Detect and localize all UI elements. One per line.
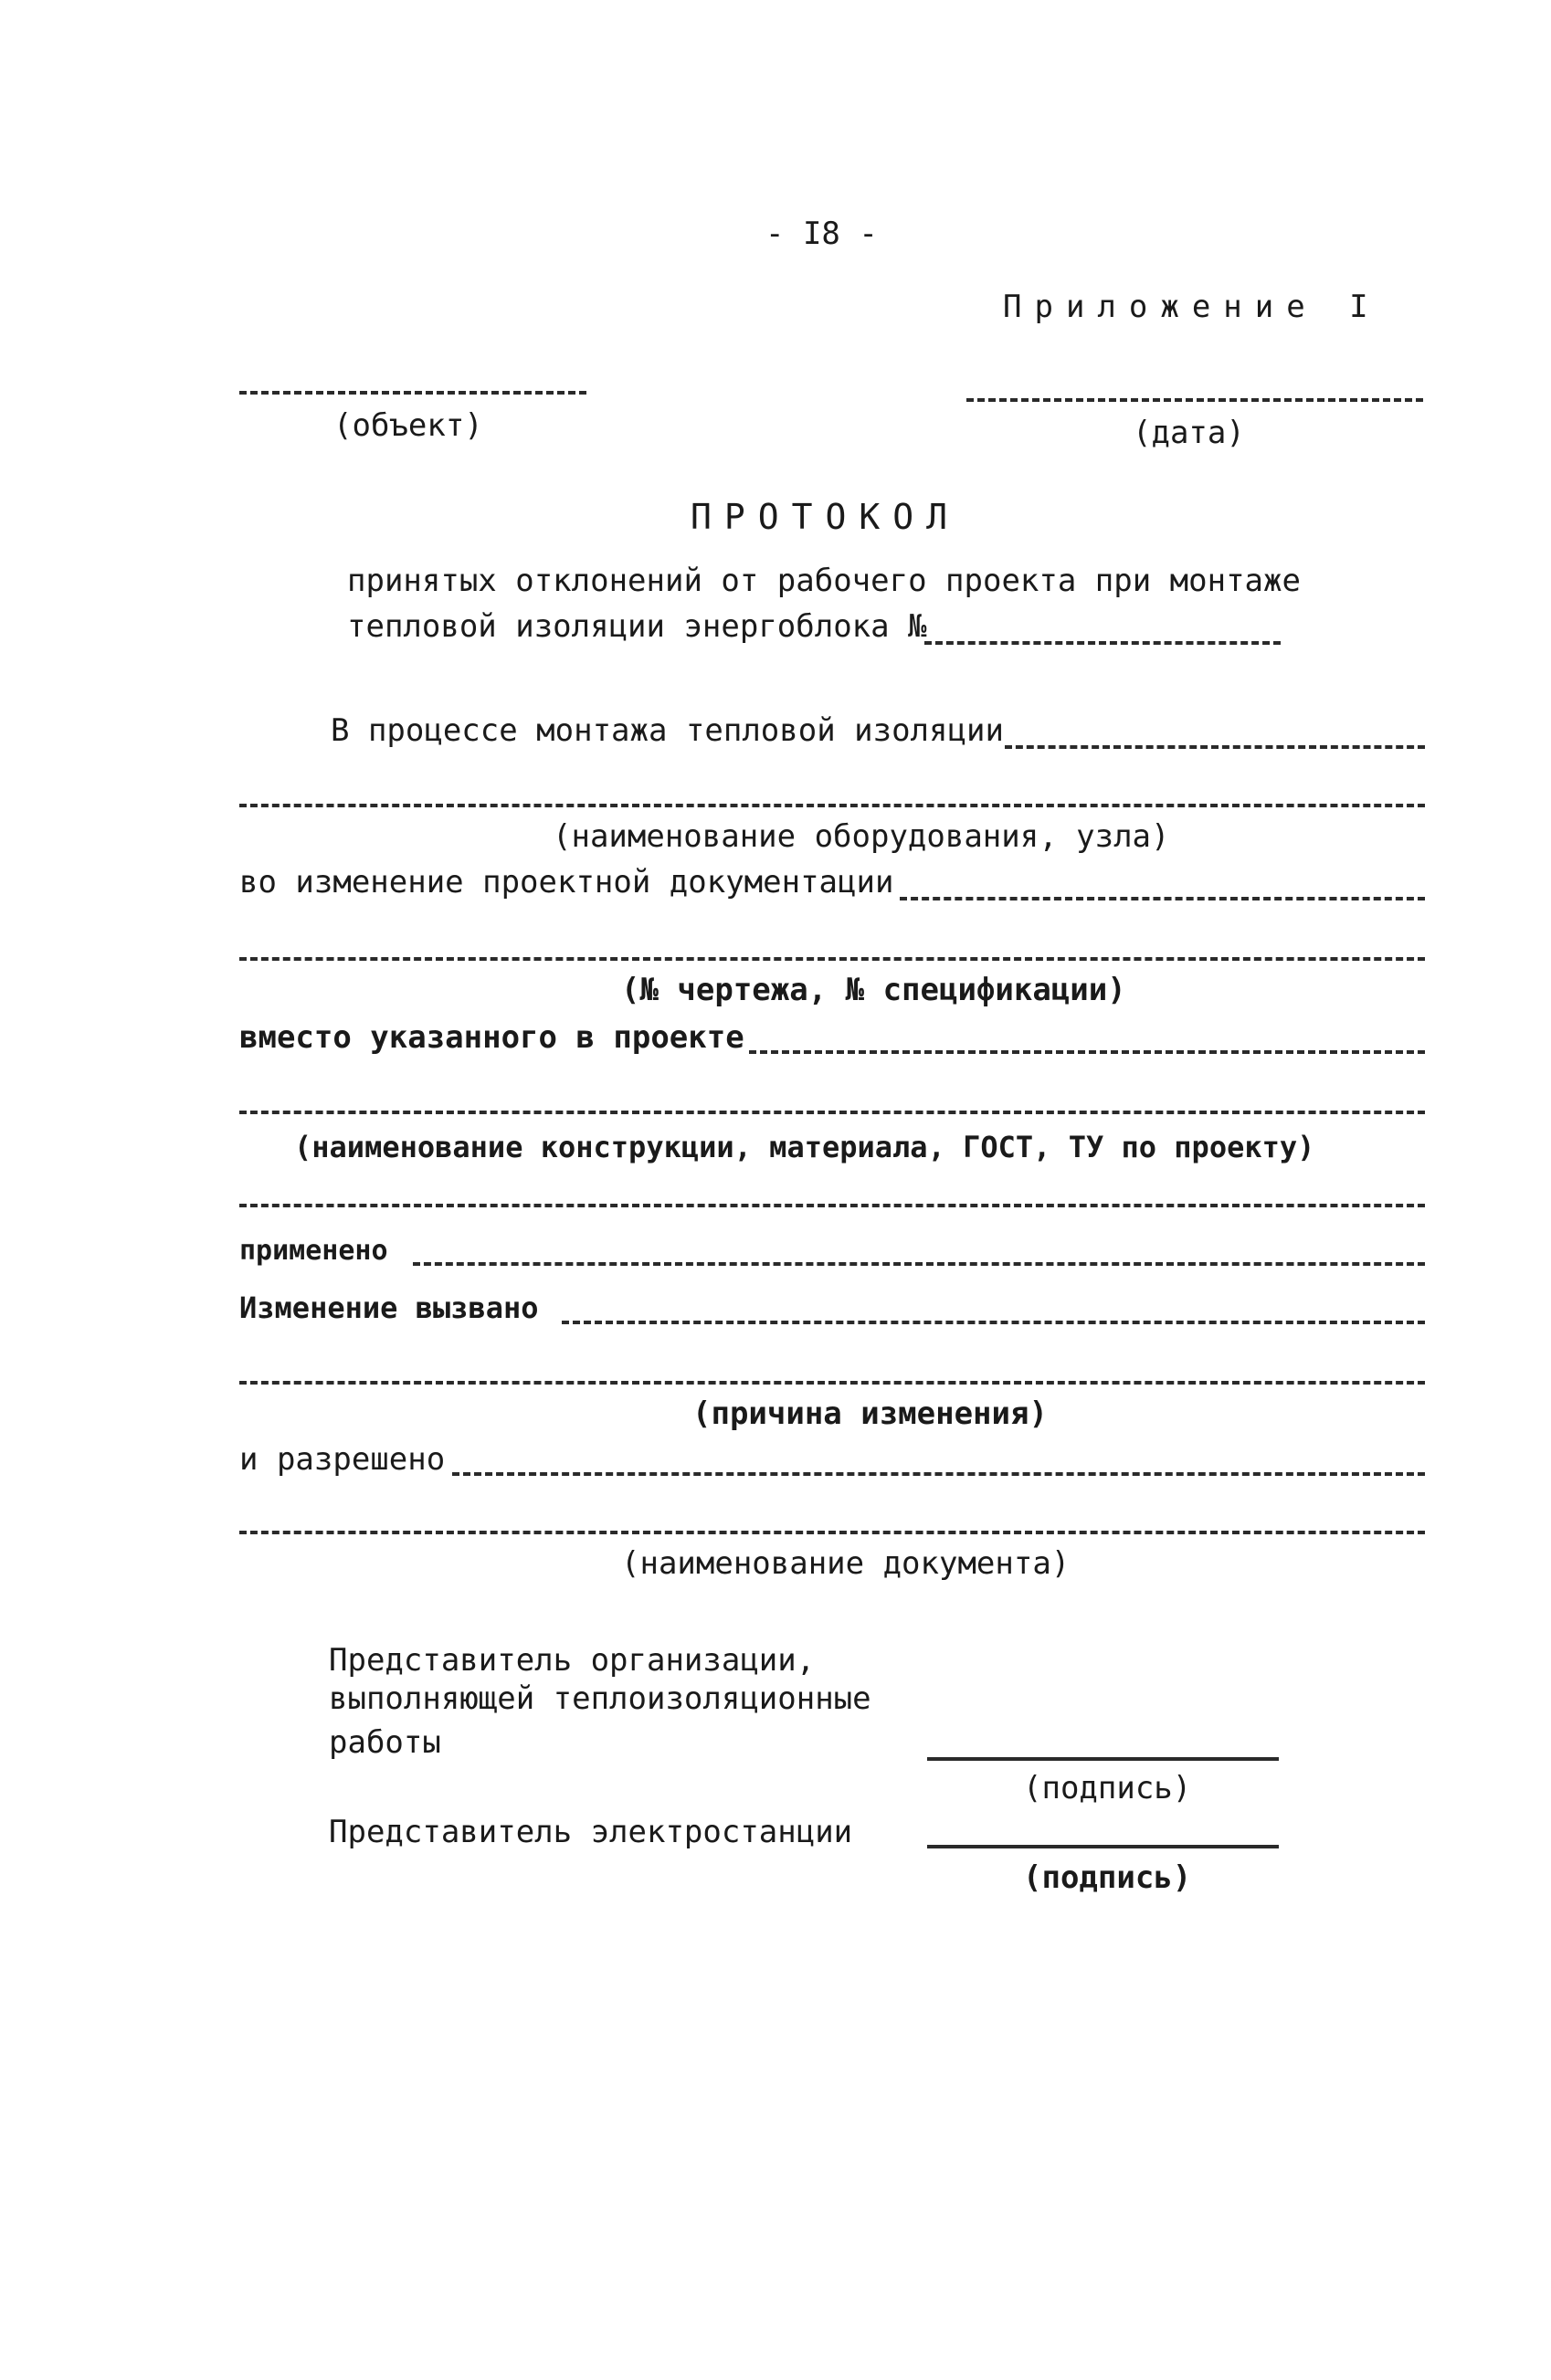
signature-caption-1: (подпись)	[1023, 1770, 1192, 1806]
applied-label: применено	[239, 1235, 388, 1267]
date-caption: (дата)	[1133, 415, 1245, 451]
appendix-label: Приложение I	[1003, 289, 1381, 325]
signature-line-1[interactable]	[927, 1757, 1279, 1761]
reason-field-line[interactable]	[239, 1381, 1425, 1385]
org-rep-line3: работы	[329, 1724, 441, 1761]
caused-label: Изменение вызвано	[239, 1290, 539, 1325]
document-title: ПРОТОКОЛ	[691, 497, 961, 537]
unit-number-field-line[interactable]	[924, 641, 1281, 645]
document-subtitle-1: принятых отклонений от рабочего проекта при монтаже	[347, 563, 1301, 599]
drawing-field-line[interactable]	[239, 957, 1425, 961]
org-rep-line2: выполняющей теплоизоляционные	[329, 1680, 871, 1717]
equipment-field-line[interactable]	[239, 804, 1425, 807]
org-rep-line1: Представитель организации,	[329, 1642, 816, 1679]
process-label: В процессе монтажа тепловой изоляции	[331, 712, 1004, 749]
instead-label: вместо указанного в проекте	[239, 1019, 744, 1056]
construction-caption: (наименование конструкции, материала, ГОСТ, ТУ по проекту)	[294, 1130, 1315, 1164]
construction-extra-line[interactable]	[239, 1204, 1425, 1207]
document-field-line[interactable]	[239, 1531, 1425, 1534]
object-caption: (объект)	[333, 407, 483, 444]
drawing-caption: (№ чертежа, № спецификации)	[621, 972, 1126, 1008]
process-field-line[interactable]	[1005, 745, 1425, 749]
page-number: - I8 -	[765, 216, 878, 252]
allowed-field-line[interactable]	[452, 1472, 1425, 1476]
date-field-line[interactable]	[966, 398, 1423, 402]
instead-field-line[interactable]	[749, 1050, 1425, 1054]
signature-line-2[interactable]	[927, 1845, 1279, 1848]
reason-caption: (причина изменения)	[692, 1395, 1048, 1432]
applied-field-line[interactable]	[413, 1262, 1425, 1266]
change-doc-field-line[interactable]	[900, 897, 1425, 900]
signature-caption-2: (подпись)	[1023, 1859, 1192, 1896]
equipment-caption: (наименование оборудования, узла)	[553, 818, 1170, 855]
station-rep-label: Представитель электростанции	[329, 1814, 853, 1850]
change-doc-label: во изменение проектной документации	[239, 864, 894, 900]
document-caption: (наименование документа)	[621, 1545, 1071, 1582]
document-subtitle-2: тепловой изоляции энергоблока №	[347, 608, 927, 645]
construction-field-line[interactable]	[239, 1111, 1425, 1114]
caused-field-line[interactable]	[562, 1321, 1425, 1324]
object-field-line[interactable]	[239, 391, 586, 395]
allowed-label: и разрешено	[239, 1441, 446, 1478]
